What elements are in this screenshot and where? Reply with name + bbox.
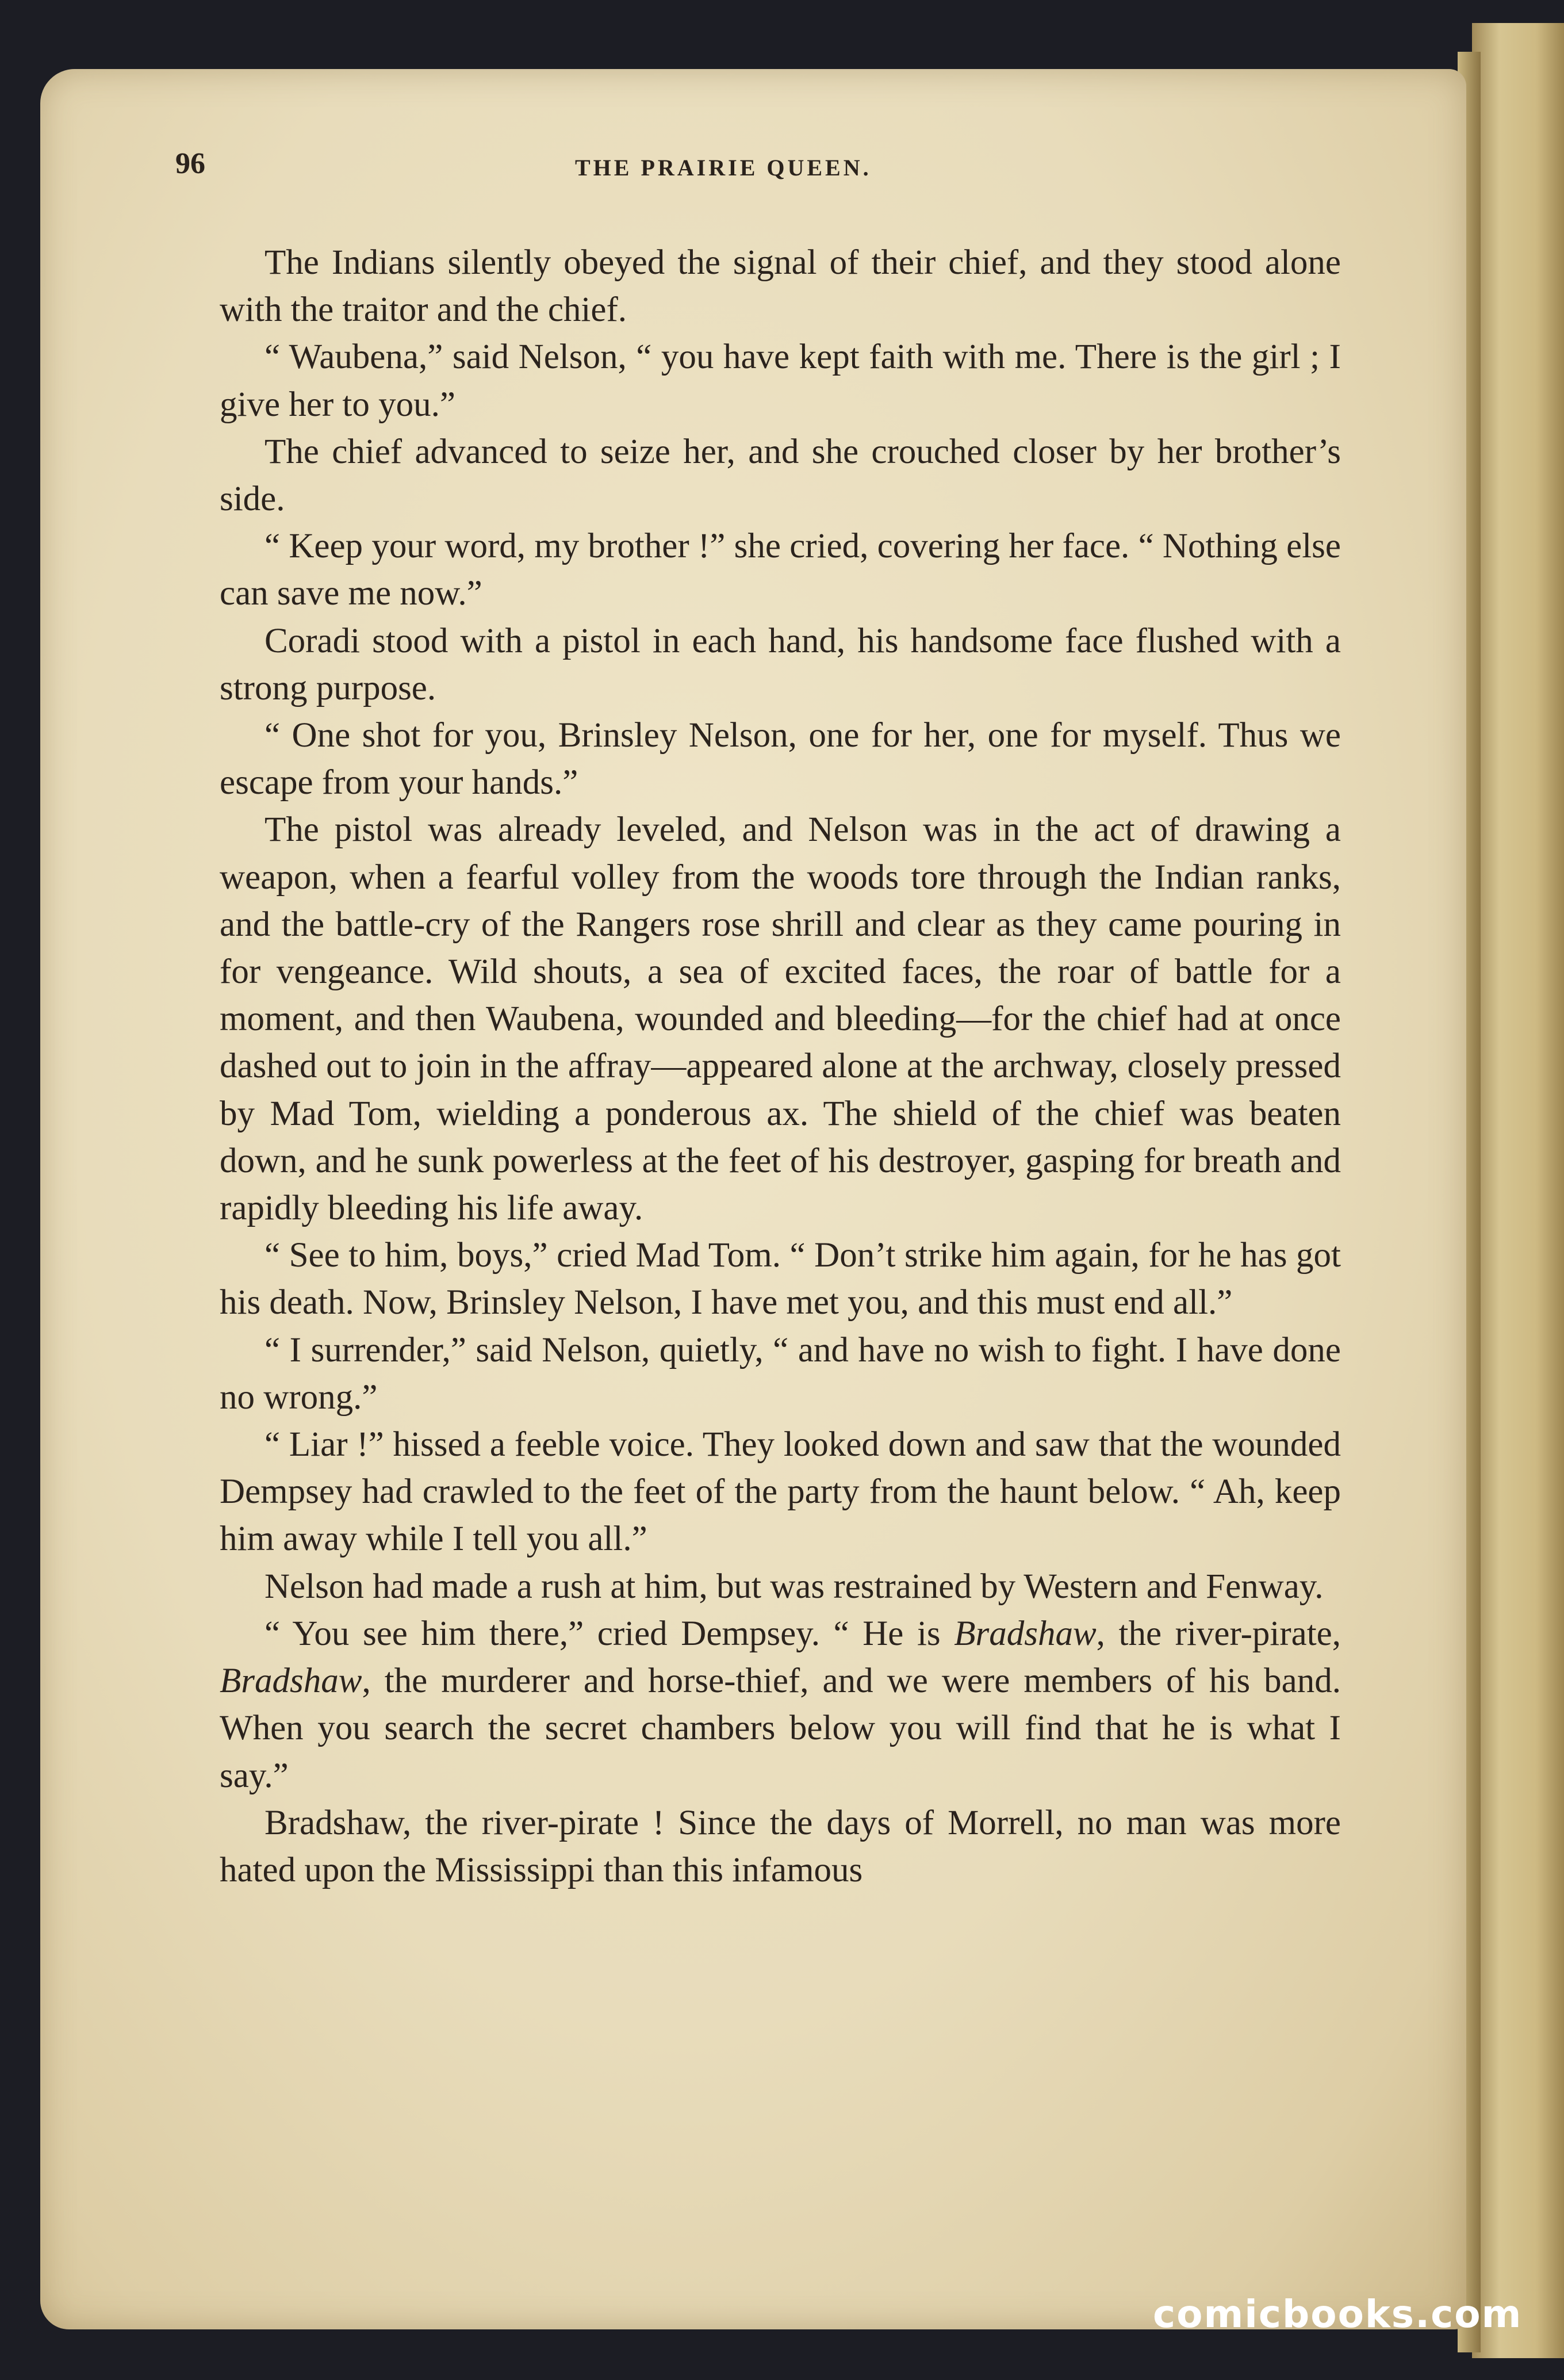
- paragraph-text: “ You see him there,” cried Dempsey. “ He is: [264, 1614, 954, 1653]
- watermark: comicbooks.com: [1153, 2292, 1523, 2336]
- paragraph: “ Liar !” hissed a feeble voice. They looked down and saw that the wounded Dempsey had crawled to the feet of the party from the haunt below. “ Ah, keep him away while I tell you all.”: [220, 1425, 1341, 1559]
- page-number: 96: [175, 147, 205, 180]
- paragraph-last: Bradshaw, the river-pirate ! Since the days of Morrell, no man was more hated upon the Mississippi than this infamous: [220, 1803, 1341, 1889]
- italic-name: Bradshaw: [954, 1614, 1097, 1653]
- paragraph: “ One shot for you, Brinsley Nelson, one for her, one for myself. Thus we escape from your hands.”: [220, 716, 1341, 802]
- paragraph: Coradi stood with a pistol in each hand, his handsome face flushed with a strong purpose.: [220, 621, 1341, 707]
- paragraph-text: , the murderer and horse-thief, and we were members of his band. When you search the secret chambers below you will find that he is what I say.”: [220, 1662, 1341, 1795]
- adjacent-page-edge: [1472, 23, 1564, 2358]
- paragraph: The pistol was already leveled, and Nelson was in the act of drawing a weapon, when a fearful volley from the woods tore through the Indian ranks, and the battle-cry of the Rangers rose shrill and clear as they came pouring in for vengeance. Wild shouts, a sea of excited faces, the roar of battle for a moment, and then Waubena, wounded and bleeding—for the chief had at once dashed out to join in the affray—appeared alone at the archway, closely pressed by Mad Tom, wielding a ponderous ax. The shield of the chief was beaten down, and he sunk powerless at the feet of his destroyer, gasping for breath and rapidly bleeding his life away.: [220, 810, 1341, 1228]
- running-head: THE PRAIRIE QUEEN.: [575, 155, 872, 181]
- paragraph-text: , the river-pirate,: [1096, 1614, 1341, 1653]
- paragraph: “ I surrender,” said Nelson, quietly, “ and have no wish to fight. I have done no wrong.”: [220, 1330, 1341, 1417]
- italic-name: Bradshaw: [220, 1662, 362, 1701]
- paragraph: “ Keep your word, my brother !” she cried, covering her face. “ Nothing else can save me now.”: [220, 527, 1341, 613]
- paragraph: The Indians silently obeyed the signal of their chief, and they stood alone with the traitor and the chief.: [220, 243, 1341, 330]
- paragraph: The chief advanced to seize her, and she crouched closer by her brother’s side.: [220, 432, 1341, 519]
- page-body-text: [220, 239, 1341, 1894]
- paragraph: Nelson had made a rush at him, but was restrained by Western and Fenway.: [264, 1567, 1324, 1606]
- paragraph-bradshaw: [220, 1610, 1341, 1800]
- paragraph: “ See to him, boys,” cried Mad Tom. “ Don’t strike him again, for he has got his death. Now, Brinsley Nelson, I have met you, and this must end all.”: [220, 1236, 1341, 1322]
- paragraph: “ Waubena,” said Nelson, “ you have kept faith with me. There is the girl ; I give her to you.”: [220, 338, 1341, 424]
